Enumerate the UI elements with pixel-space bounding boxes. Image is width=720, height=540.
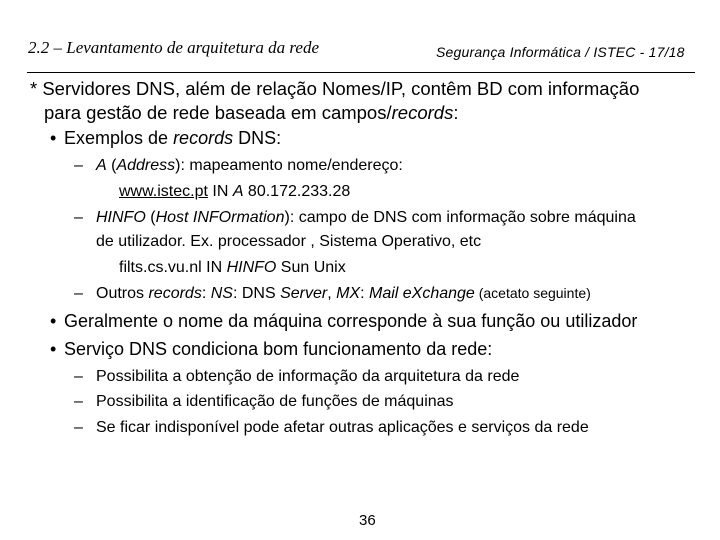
bullet-hostname: • Geralmente o nome da máquina corresponde à sua função ou utilizador — [50, 311, 638, 331]
example-hinfo-record: filts.cs.vu.nl IN HINFO Sun Unix — [119, 259, 346, 276]
header-divider — [27, 72, 695, 73]
dash-icon: – — [74, 285, 83, 302]
dash-icon: – — [74, 368, 83, 385]
dash-hinfo-line-2: de utilizador. Ex. processador , Sistema Operativo, etc — [96, 233, 482, 250]
bullet-examples: • Exemplos de records DNS: — [50, 128, 282, 148]
example-a-record: www.istec.pt IN A 80.172.233.28 — [119, 183, 351, 200]
intro-line-1: * Servidores DNS, além de relação Nomes/IP, contêm BD com informação — [30, 78, 640, 99]
example-link[interactable]: www.istec.pt — [119, 183, 208, 200]
page-number: 36 — [359, 512, 376, 529]
bullet-icon: • — [50, 339, 57, 359]
bullet-icon: • — [50, 311, 57, 331]
dash-a-record: – A (Address): mapeamento nome/endereço: — [74, 157, 403, 174]
dash-icon: – — [74, 157, 83, 174]
bullet-icon: • — [50, 128, 57, 148]
dash-unavailability: – Se ficar indisponível pode afetar outras aplicações e serviços da rede — [74, 419, 589, 436]
dash-icon: – — [74, 209, 83, 226]
course-label: Segurança Informática / ISTEC - 17/18 — [436, 44, 685, 60]
intro-line-2: para gestão de rede baseada em campos/records: — [44, 102, 459, 123]
dash-hinfo-record: – HINFO (Host INFOrmation): campo de DNS com informação sobre máquina — [74, 209, 636, 226]
dash-architecture-info: – Possibilita a obtenção de informação da arquitetura da rede — [74, 368, 520, 385]
slide-title: 2.2 – Levantamento de arquitetura da rede — [28, 38, 320, 57]
dash-icon: – — [74, 393, 83, 410]
dash-machine-functions: – Possibilita a identificação de funções de máquinas — [74, 393, 454, 410]
dash-other-records: – Outros records: NS: DNS Server, MX: Mail eXchange (acetato seguinte) — [74, 285, 591, 302]
bullet-dns-service: • Serviço DNS condiciona bom funcionamento da rede: — [50, 339, 493, 359]
dash-icon: – — [74, 419, 83, 436]
